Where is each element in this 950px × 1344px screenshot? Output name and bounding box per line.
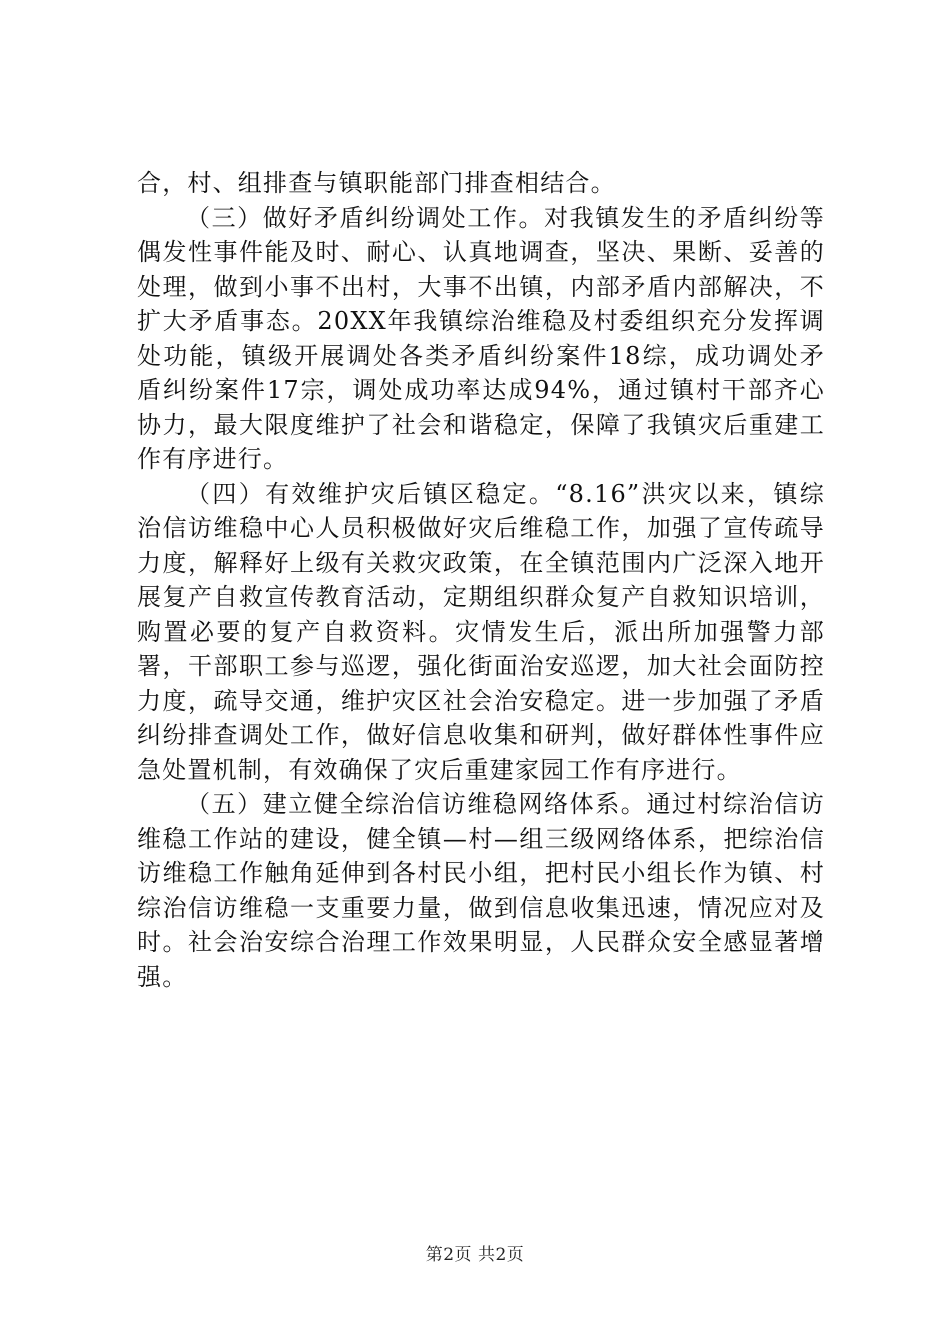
- page-footer: [0, 1245, 950, 1265]
- paragraph-section-3: （三）做好矛盾纠纷调处工作。对我镇发生的矛盾纠纷等偶发性事件能及时、耐心、认真地调查，坚决、果断、妥善的处理，做到小事不出村，大事不出镇，内部矛盾内部解决，不扩大矛盾事态。20XX年我镇综治维稳及村委组织充分发挥调处功能，镇级开展调处各类矛盾纠纷案件18综，成功调处矛盾纠纷案件17宗，调处成功率达成94%，通过镇村干部齐心协力，最大限度维护了社会和谐稳定，保障了我镇灾后重建工作有序进行。: [137, 203, 825, 473]
- paragraph-section-4: （四）有效维护灾后镇区稳定。“8.16”洪灾以来，镇综治信访维稳中心人员积极做好灾后维稳工作，加强了宣传疏导力度，解释好上级有关救灾政策，在全镇范围内广泛深入地开展复产自救宣传教育活动，定期组织群众复产自救知识培训，购置必要的复产自救资料。灾情发生后，派出所加强警力部署，干部职工参与巡逻，强化街面治安巡逻，加大社会面防控力度，疏导交通，维护灾区社会治安稳定。进一步加强了矛盾纠纷排查调处工作，做好信息收集和研判，做好群体性事件应急处置机制，有效确保了灾后重建家园工作有序进行。: [137, 479, 825, 784]
- paragraph-section-5: （五）建立健全综治信访维稳网络体系。通过村综治信访维稳工作站的建设，健全镇—村—组三级网络体系，把综治信访维稳工作触角延伸到各村民小组，把村民小组长作为镇、村综治信访维稳一支重要力量，做到信息收集迅速，情况应对及时。社会治安综合治理工作效果明显，人民群众安全感显著增强。: [137, 790, 825, 991]
- paragraph-continuation: 合，村、组排查与镇职能部门排查相结合。: [137, 169, 616, 197]
- page-number-label: 第2页 共2页: [425, 1245, 525, 1265]
- document-body: [137, 166, 825, 994]
